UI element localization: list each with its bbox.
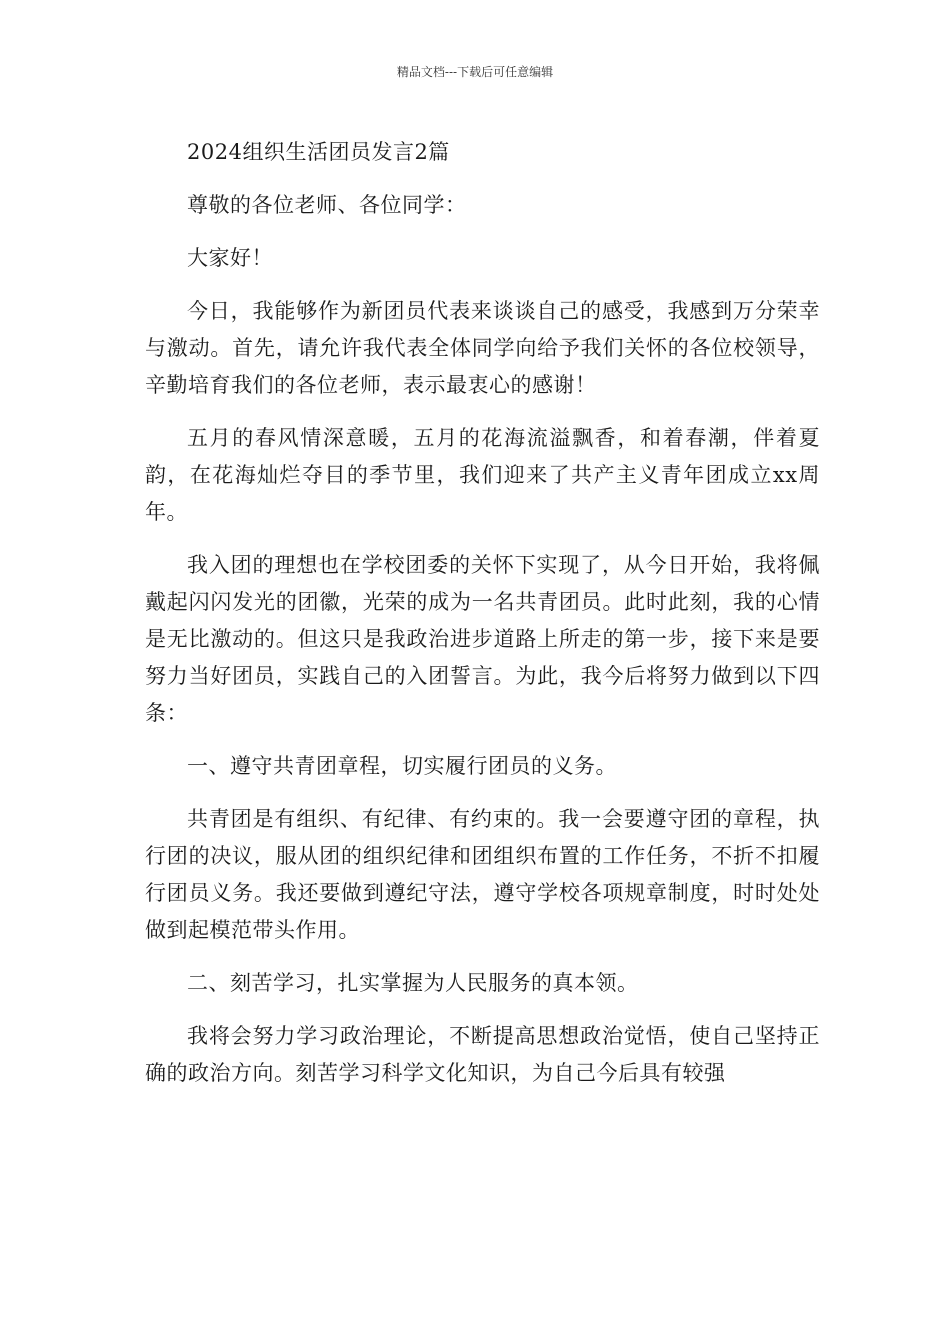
paragraph-5: 我将会努力学习政治理论，不断提高思想政治觉悟，使自己坚持正确的政治方向。刻苦学习科学文化知识，为自己今后具有较强 bbox=[145, 1024, 820, 1085]
paragraph-1: 今日，我能够作为新团员代表来谈谈自己的感受，我感到万分荣幸与激动。首先，请允许我代表全体同学向给予我们关怀的各位校领导，辛勤培育我们的各位老师，表示最衷心的感谢！ bbox=[145, 299, 820, 397]
page-header: 精品文档---下载后可任意编辑 bbox=[396, 65, 554, 79]
greeting: 大家好！ bbox=[187, 246, 273, 270]
paragraph-3: 我入团的理想也在学校团委的关怀下实现了，从今日开始，我将佩戴起闪闪发光的团徽，光荣的成为一名共青团员。此时此刻，我的心情是无比激动的。但这只是我政治进步道路上所走的第一步，接下来是要努力当好团员，实践自己的入团誓言。为此，我今后将努力做到以下四条： bbox=[145, 553, 820, 725]
salutation: 尊敬的各位老师、各位同学： bbox=[187, 193, 467, 217]
paragraph-2: 五月的春风情深意暖，五月的花海流溢飘香，和着春潮，伴着夏韵，在花海灿烂夺目的季节里，我们迎来了共产主义青年团成立xx周年。 bbox=[145, 426, 820, 524]
section-heading-2: 二、刻苦学习，扎实掌握为人民服务的真本领。 bbox=[187, 971, 639, 995]
document-body bbox=[145, 134, 820, 1108]
section-heading-1: 一、遵守共青团章程，切实履行团员的义务。 bbox=[187, 754, 617, 778]
paragraph-4: 共青团是有组织、有纪律、有约束的。我一会要遵守团的章程，执行团的决议，服从团的组织纪律和团组织布置的工作任务，不折不扣履行团员义务。我还要做到遵纪守法，遵守学校各项规章制度，时时处处做到起模范带头作用。 bbox=[145, 807, 820, 942]
document-title: 2024组织生活团员发言2篇 bbox=[187, 140, 450, 164]
